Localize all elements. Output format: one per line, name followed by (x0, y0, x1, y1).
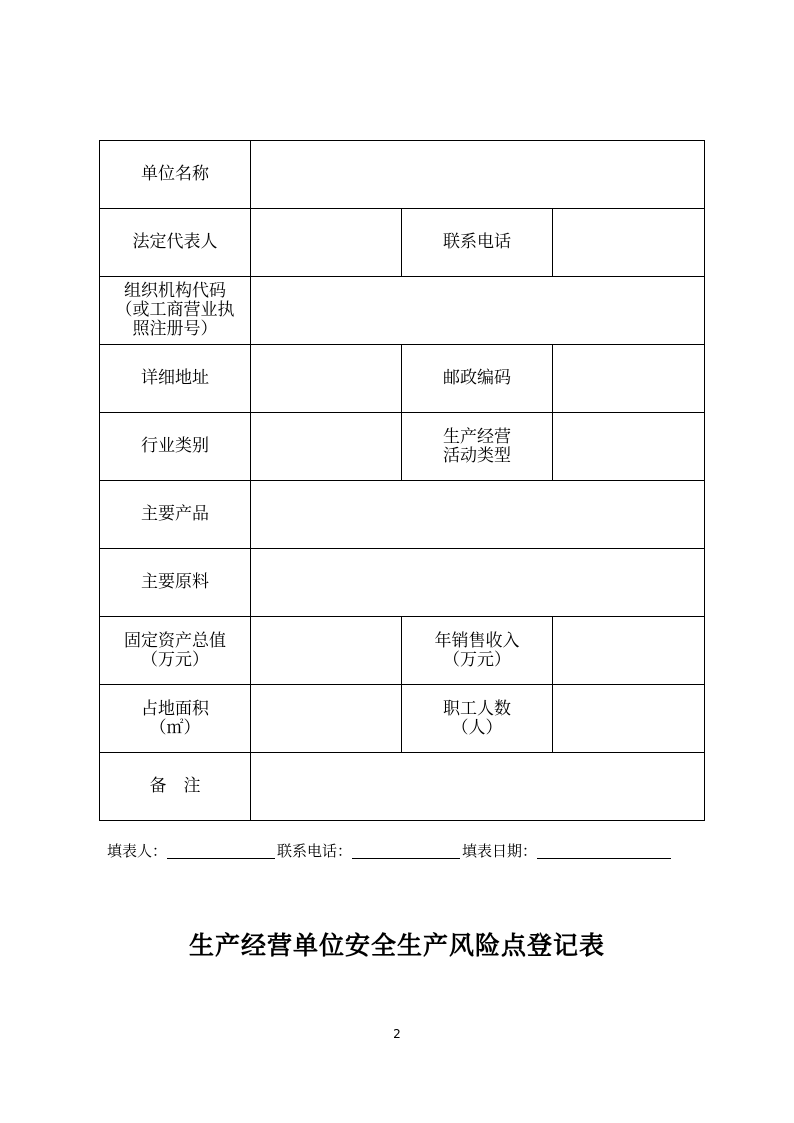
filler-label: 填表人： (107, 842, 168, 860)
field-main-materials[interactable] (251, 549, 705, 617)
field-org-code[interactable] (251, 277, 705, 345)
label-address: 详细地址 (100, 345, 251, 413)
field-staff[interactable] (553, 685, 705, 753)
field-industry[interactable] (251, 413, 402, 481)
label-org-code-line-1: 组织机构代码 (124, 281, 226, 301)
label-staff-line-1: 职工人数 (443, 698, 511, 719)
row-legal-rep (100, 209, 705, 277)
row-fixed-assets (100, 617, 705, 685)
field-remarks[interactable] (251, 753, 705, 821)
label-unit-name: 单位名称 (100, 141, 251, 209)
label-legal-rep: 法定代表人 (100, 209, 251, 277)
row-area (100, 685, 705, 753)
label-business-type-line-2: 活动类型 (443, 445, 511, 466)
fill-date-label: 填表日期： (462, 842, 538, 860)
field-legal-rep[interactable] (251, 209, 402, 277)
label-area-line-1: 占地面积 (141, 698, 209, 719)
label-fixed-assets-line-1: 固定资产总值 (124, 630, 226, 651)
field-address[interactable] (251, 345, 402, 413)
fill-date-blank[interactable] (537, 843, 671, 859)
form-footer (107, 840, 673, 861)
label-area-line-2: （㎡） (149, 717, 201, 738)
label-postal-code: 邮政编码 (402, 345, 553, 413)
label-main-materials: 主要原料 (100, 549, 251, 617)
label-staff-line-2: （人） (451, 717, 503, 738)
field-unit-name[interactable] (251, 141, 705, 209)
field-postal-code[interactable] (553, 345, 705, 413)
footer-phone-blank[interactable] (352, 843, 460, 859)
label-fixed-assets-line-2: （万元） (141, 649, 209, 670)
label-area (100, 685, 251, 753)
label-business-type (402, 413, 553, 481)
label-org-code-line-2: （或工商营业执 (115, 300, 235, 320)
field-annual-sales[interactable] (553, 617, 705, 685)
label-industry: 行业类别 (100, 413, 251, 481)
label-annual-sales (402, 617, 553, 685)
label-main-products: 主要产品 (100, 481, 251, 549)
label-annual-sales-line-1: 年销售收入 (434, 630, 520, 651)
field-business-type[interactable] (553, 413, 705, 481)
label-annual-sales-line-2: （万元） (443, 649, 511, 670)
label-business-type-line-1: 生产经营 (443, 426, 511, 447)
registration-form-table (99, 140, 705, 821)
row-unit-name (100, 141, 705, 209)
row-address (100, 345, 705, 413)
row-remarks (100, 753, 705, 821)
filler-blank[interactable] (167, 843, 275, 859)
page-number: 2 (393, 1027, 401, 1041)
row-org-code (100, 277, 705, 345)
field-contact-phone[interactable] (553, 209, 705, 277)
label-contact-phone: 联系电话 (402, 209, 553, 277)
label-remarks: 备 注 (100, 753, 251, 821)
document-title: 生产经营单位安全生产风险点登记表 (188, 931, 605, 960)
field-main-products[interactable] (251, 481, 705, 549)
label-org-code-line-3: 照注册号） (132, 319, 218, 339)
label-org-code (100, 277, 251, 345)
row-main-products (100, 481, 705, 549)
field-area[interactable] (251, 685, 402, 753)
footer-phone-label: 联系电话： (277, 842, 353, 860)
field-fixed-assets[interactable] (251, 617, 402, 685)
row-industry (100, 413, 705, 481)
label-fixed-assets (100, 617, 251, 685)
label-staff (402, 685, 553, 753)
row-main-materials (100, 549, 705, 617)
